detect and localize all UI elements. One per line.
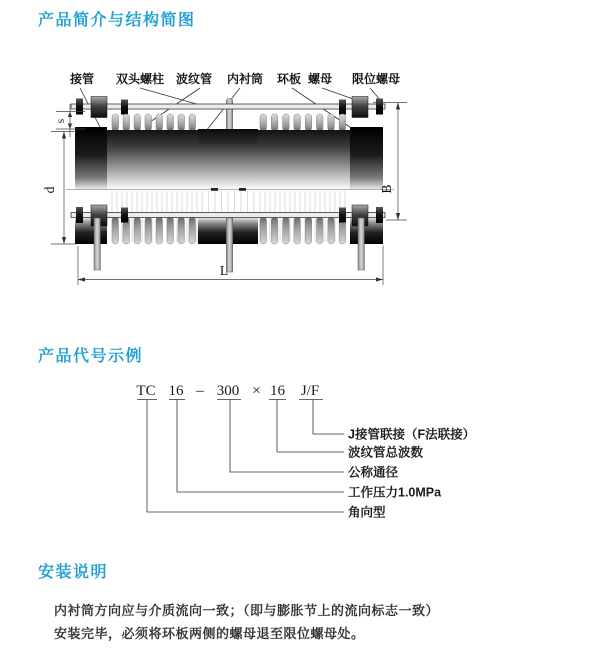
nut-top-left bbox=[91, 97, 107, 118]
callout-pressure: 工作压力1.0MPa bbox=[348, 485, 442, 500]
limit-nut-top-left bbox=[76, 99, 83, 115]
section-title-intro: 产品简介与结构简图 bbox=[38, 12, 196, 29]
code-token-conn: J/F bbox=[300, 383, 320, 399]
code-token-type: TC bbox=[136, 383, 156, 399]
part-labels bbox=[69, 71, 400, 86]
dim-d bbox=[42, 132, 76, 245]
stud-top-middle bbox=[226, 99, 232, 132]
part-label-shuangtou: 双头螺柱 bbox=[115, 72, 165, 86]
ring-plate-right bbox=[350, 127, 383, 189]
dim-label-l: L bbox=[219, 263, 229, 278]
part-label-jieguan: 接管 bbox=[69, 72, 95, 86]
nut-top-left-inner bbox=[121, 100, 128, 115]
part-label-xianwei: 限位螺母 bbox=[351, 72, 401, 86]
nut-bottom-left-inner bbox=[121, 208, 128, 223]
code-tree-lines bbox=[137, 400, 344, 513]
code-token-pressure: 16 bbox=[168, 383, 184, 399]
ring-plate-left bbox=[75, 127, 107, 189]
section-title-install: 安装说明 bbox=[38, 564, 109, 581]
callout-type: 角向型 bbox=[348, 505, 386, 520]
dim-label-b: B bbox=[379, 184, 394, 194]
code-token-times: × bbox=[252, 383, 261, 399]
limit-nut-top-right bbox=[376, 99, 383, 115]
code-example-diagram bbox=[120, 375, 560, 525]
part-label-neichentong: 内衬筒 bbox=[226, 72, 264, 86]
limit-nut-bottom-right bbox=[376, 207, 383, 223]
part-label-luomu: 螺母 bbox=[307, 72, 333, 86]
part-label-bowenguan: 波纹管 bbox=[175, 72, 213, 86]
limit-nut-bottom-left bbox=[76, 207, 83, 223]
code-token-dash: – bbox=[196, 383, 204, 399]
part-label-huanban: 环板 bbox=[276, 72, 302, 86]
nut-bottom-right-inner bbox=[339, 208, 346, 223]
code-token-dn: 300 bbox=[216, 383, 240, 399]
callout-connection: J接管联接（F法联接） bbox=[348, 427, 476, 442]
dim-label-d: d bbox=[42, 186, 57, 194]
nut-top-right-inner bbox=[339, 100, 346, 115]
section-title-code: 产品代号示例 bbox=[38, 348, 144, 365]
nut-top-right bbox=[352, 97, 368, 118]
code-token-waves: 16 bbox=[270, 383, 285, 399]
structure-diagram bbox=[40, 60, 420, 305]
install-note-line2: 安装完毕，必须将环板两侧的螺母退至限位螺母处。 bbox=[54, 626, 365, 641]
dim-label-s: s bbox=[55, 118, 67, 124]
install-notes bbox=[54, 599, 534, 645]
code-callouts bbox=[348, 427, 475, 520]
inner-liner-band bbox=[198, 129, 258, 144]
callout-nominal-dia: 公称通径 bbox=[348, 465, 399, 480]
callout-wave-count: 波纹管总波数 bbox=[348, 445, 424, 460]
code-tokens bbox=[136, 383, 319, 399]
install-note-line1: 内衬筒方向应与介质流向一致；（即与膨胀节上的流向标志一致） bbox=[54, 603, 440, 618]
